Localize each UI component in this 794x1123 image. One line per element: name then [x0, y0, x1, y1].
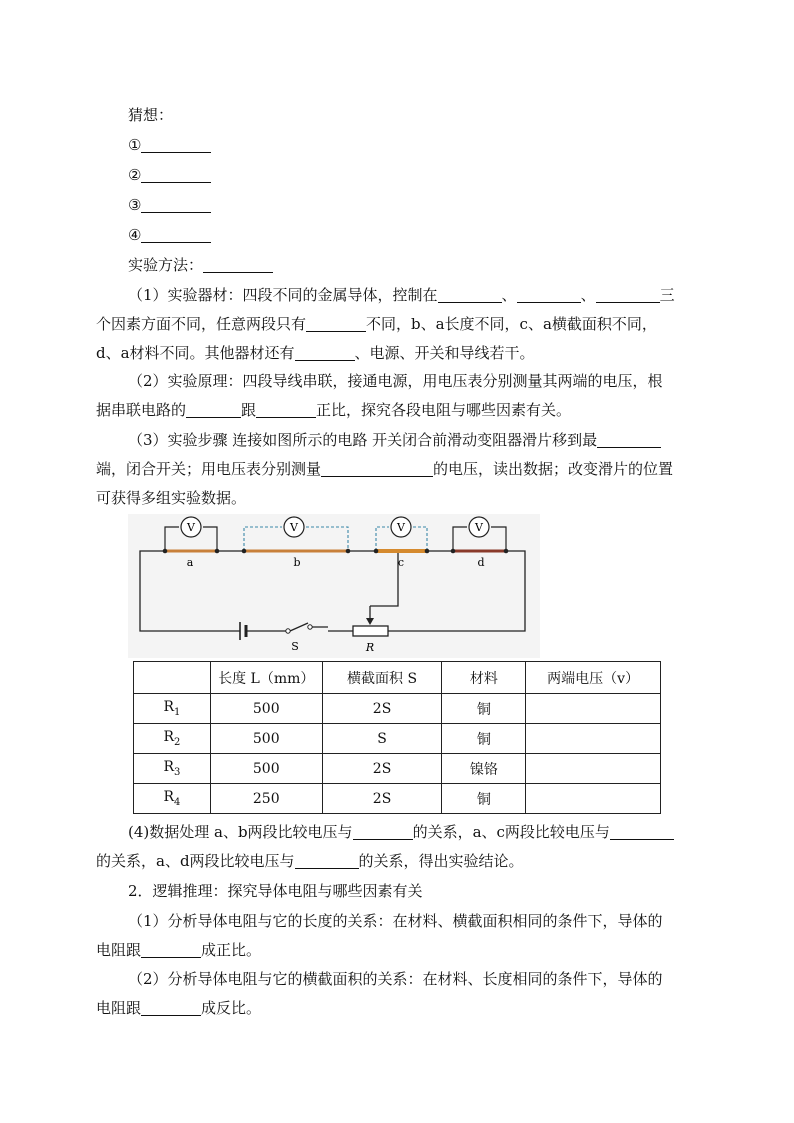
table-header: 长度 L（mm）: [210, 662, 322, 694]
answer-blank[interactable]: [141, 166, 211, 183]
rheostat: [353, 626, 388, 636]
cell-material: 镍铬: [442, 754, 526, 784]
table-header-row: [134, 662, 661, 694]
segment-label-c: c: [397, 556, 405, 569]
answer-blank[interactable]: [353, 823, 413, 840]
guess-1: ①: [128, 134, 211, 156]
cell-area: S: [322, 724, 442, 754]
circuit-diagram: [128, 514, 540, 658]
svg-text:V: V: [397, 521, 405, 534]
p2-line-1: （2）实验原理：四段导线串联，接通电源，用电压表分别测量其两端的电压，根: [128, 372, 663, 390]
answer-blank[interactable]: [321, 460, 433, 477]
switch-label: S: [291, 640, 299, 653]
cell-voltage[interactable]: [526, 784, 661, 814]
voltmeter-b: [284, 517, 304, 537]
answer-blank[interactable]: [438, 286, 502, 303]
segment-label-d: d: [477, 556, 485, 569]
p1-line-2: 个因素方面不同，任意两段只有 不同，b、a长度不同，c、a横截面积不同，: [96, 315, 657, 333]
segment-label-b: b: [293, 556, 301, 569]
answer-blank[interactable]: [295, 852, 359, 869]
svg-text:V: V: [187, 521, 195, 534]
cell-area: 2S: [322, 694, 442, 724]
voltmeter-c: [391, 517, 411, 537]
method-line: 实验方法：: [128, 254, 273, 276]
answer-blank[interactable]: [141, 941, 201, 958]
answer-blank[interactable]: [295, 344, 355, 361]
answer-blank[interactable]: [256, 401, 316, 418]
s2-p1-line-2: 电阻跟 成正比。: [96, 941, 262, 959]
voltmeter-d: [469, 517, 489, 537]
p1-line-3: d、a材料不同。其他器材还有 、电源、开关和导线若干。: [96, 344, 535, 362]
voltmeter-a: [181, 517, 201, 537]
answer-blank[interactable]: [306, 315, 366, 332]
s2-p1-line-1: （1）分析导体电阻与它的长度的关系：在材料、横截面积相同的条件下，导体的: [128, 912, 663, 930]
p4-line-1: (4)数据处理 a、b两段比较电压与 的关系，a、c两段比较电压与: [128, 821, 674, 843]
svg-text:V: V: [290, 521, 298, 534]
s2-p2-line-1: （2）分析导体电阻与它的横截面积的关系：在材料、长度相同的条件下，导体的: [128, 970, 663, 988]
cell-voltage[interactable]: [526, 694, 661, 724]
row-name: $R_1$: [134, 694, 211, 724]
answer-blank[interactable]: [597, 431, 661, 448]
cell-material: 铜: [442, 784, 526, 814]
table-row: [134, 754, 661, 784]
data-table: [133, 661, 661, 814]
p3-line-2: 端，闭合开关；用电压表分别测量 的电压，读出数据；改变滑片的位置: [96, 460, 674, 478]
answer-blank[interactable]: [141, 226, 211, 243]
answer-blank[interactable]: [203, 256, 273, 273]
p2-line-2: 据串联电路的 跟 正比，探究各段电阻与哪些因素有关。: [96, 401, 572, 419]
row-name: $R_3$: [134, 754, 211, 784]
guess-2: ②: [128, 164, 211, 186]
cell-length: 250: [210, 784, 322, 814]
p3-line-3: 可获得多组实验数据。: [96, 489, 247, 507]
cell-area: 2S: [322, 754, 442, 784]
row-name: $R_4$: [134, 784, 211, 814]
row-name: $R_2$: [134, 724, 211, 754]
segment-label-a: a: [186, 556, 194, 569]
table-header: 两端电压（v）: [526, 662, 661, 694]
answer-blank[interactable]: [517, 286, 581, 303]
s2-p2-line-2: 电阻跟 成反比。: [96, 999, 262, 1017]
section-2-title: 2．逻辑推理：探究导体电阻与哪些因素有关: [128, 882, 423, 900]
table-row: [134, 694, 661, 724]
cell-voltage[interactable]: [526, 724, 661, 754]
table-header: [134, 662, 211, 694]
table-row: [134, 724, 661, 754]
guess-4: ④: [128, 224, 211, 246]
cell-length: 500: [210, 694, 322, 724]
cell-length: 500: [210, 754, 322, 784]
answer-blank[interactable]: [141, 136, 211, 153]
p4-line-2: 的关系，a、d两段比较电压与 的关系，得出实验结论。: [96, 852, 524, 870]
cell-length: 500: [210, 724, 322, 754]
answer-blank[interactable]: [596, 286, 660, 303]
guess-3: ③: [128, 194, 211, 216]
answer-blank[interactable]: [186, 401, 241, 418]
guess-title: 猜想：: [128, 106, 174, 124]
svg-text:V: V: [475, 521, 483, 534]
table-header: 横截面积 S: [322, 662, 442, 694]
answer-blank[interactable]: [610, 823, 674, 840]
table-row: [134, 784, 661, 814]
table-header: 材料: [442, 662, 526, 694]
p3-line-1: （3）实验步骤 连接如图所示的电路 开关闭合前滑动变阻器滑片移到最: [128, 429, 661, 451]
cell-material: 铜: [442, 694, 526, 724]
rheostat-label: R: [365, 641, 375, 654]
cell-voltage[interactable]: [526, 754, 661, 784]
cell-material: 铜: [442, 724, 526, 754]
cell-area: 2S: [322, 784, 442, 814]
answer-blank[interactable]: [141, 196, 211, 213]
answer-blank[interactable]: [141, 999, 201, 1016]
p1-line-1: （1）实验器材：四段不同的金属导体，控制在 、 、 三: [128, 286, 675, 304]
